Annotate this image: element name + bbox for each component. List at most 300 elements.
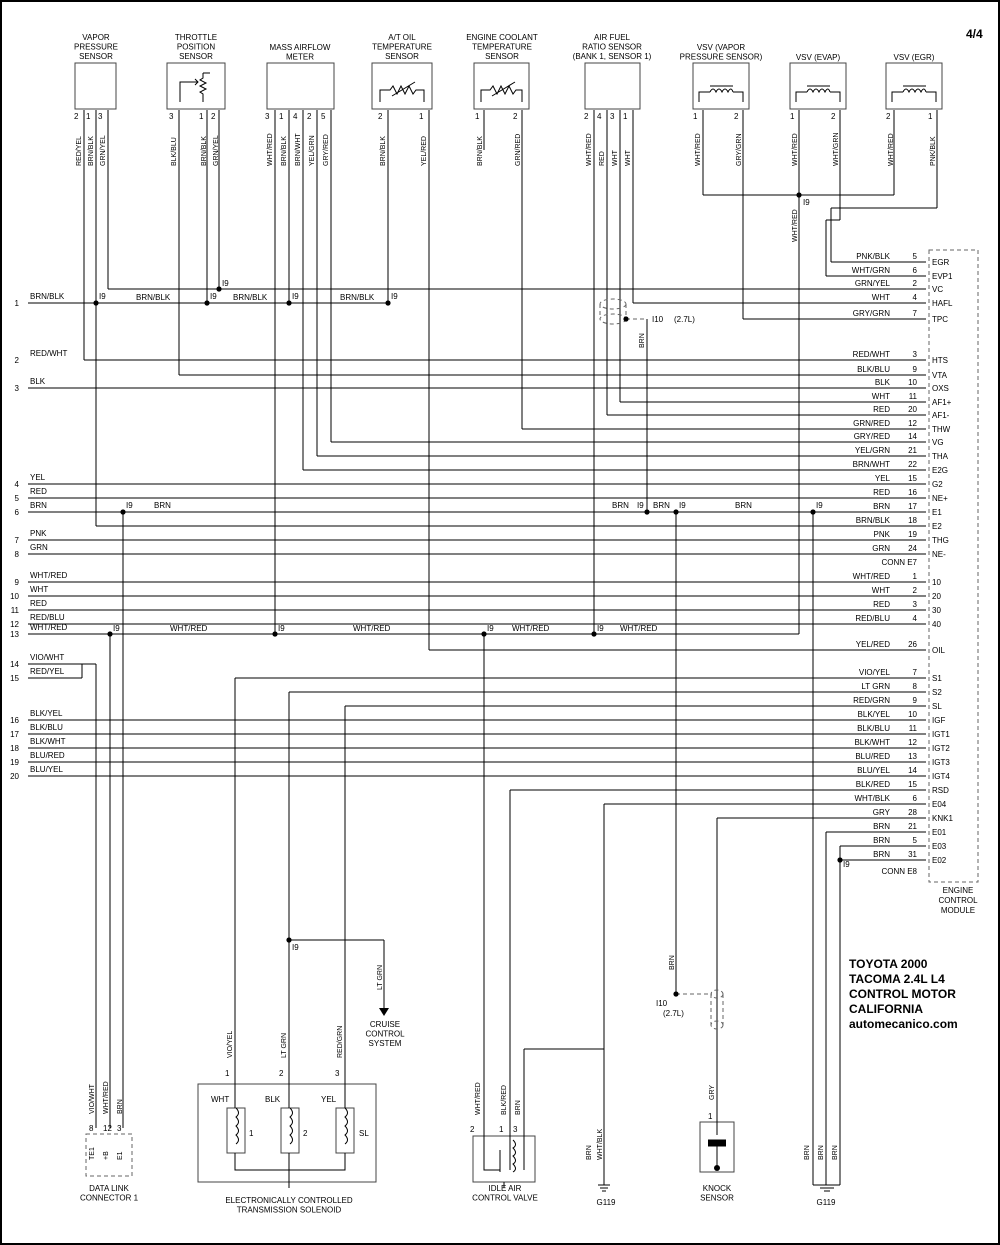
ecm-wire-color: BRN/WHT [852, 460, 890, 469]
ecm-terminal-name: IGF [932, 716, 946, 725]
pin-number: 2 [279, 1069, 284, 1078]
component-name-line: POSITION [176, 42, 216, 52]
ecm-wire-color: GRN/YEL [854, 279, 890, 288]
component-name-line: (BANK 1, SENSOR 1) [572, 52, 652, 61]
vapor-pressure-sensor-box [75, 63, 116, 109]
terminal-label: TE1 [89, 1147, 96, 1160]
pin-number: 2 [886, 112, 891, 121]
wire-color-label: GRY/RED [323, 134, 330, 166]
ecm-terminal-name: NE- [932, 550, 946, 559]
wiring [28, 110, 937, 1185]
pin-number: 2 [378, 112, 383, 121]
ecm-terminal-name: 20 [932, 592, 941, 601]
ecm-wire-color: WHT/BLK [854, 794, 890, 803]
ecm-wire-color: PNK/BLK [856, 252, 890, 261]
bus-label: BRN/BLK [340, 293, 375, 302]
left-row-number: 18 [10, 744, 19, 753]
ecm-pin-number: 13 [908, 752, 917, 761]
ecm-pin-number: 15 [908, 780, 917, 789]
wire-color-label: PNK/BLK [930, 136, 937, 166]
ecm-wire-color: YEL [874, 474, 890, 483]
ecm-terminal-name: IGT2 [932, 744, 950, 753]
splice-dot [673, 991, 678, 996]
component-name-line: A/T OIL [388, 33, 416, 42]
pin-number: 3 [98, 112, 103, 121]
ecm-wire-color: GRY/RED [853, 432, 890, 441]
component-names [74, 33, 935, 62]
wire-color-label: VIO/YEL [227, 1030, 234, 1058]
ecm-pin-number: 26 [908, 640, 917, 649]
left-row-number: 13 [10, 630, 19, 639]
left-row-wire-color: BRN [30, 501, 47, 510]
ecm-terminal-name: THW [932, 425, 951, 434]
splice-dot [591, 631, 596, 636]
ecm-terminal-name: VC [932, 285, 944, 294]
ecm-wire-color: BRN [873, 822, 890, 831]
ecm-pin-number: 17 [908, 502, 917, 511]
ecm-wire-color: WHT [871, 586, 890, 595]
splice-dot [810, 509, 815, 514]
ecm-terminal-name: RSD [932, 786, 949, 795]
ecm-pin-number: 12 [908, 738, 917, 747]
pin-number: 5 [321, 112, 326, 121]
coil-id-label: SL [359, 1129, 369, 1138]
splice-dot [120, 509, 125, 514]
component-name-line: ENGINE COOLANT [466, 33, 538, 42]
ecm-pin-number: 10 [908, 710, 917, 719]
top-components [75, 63, 942, 109]
ecm-terminal-name: IGT4 [932, 772, 950, 781]
pin-number: 1 [790, 112, 795, 121]
terminal-label: +B [103, 1151, 110, 1160]
pin-number: 3 [513, 1125, 518, 1134]
pin-number: 2 [584, 112, 589, 121]
bus-label: WHT/RED [170, 624, 208, 633]
wire-color-label: BRN/BLK [477, 136, 484, 166]
ecm-terminal-name: 10 [932, 578, 941, 587]
splice-note: (2.7L) [663, 1009, 684, 1018]
ecm-terminal-name: EGR [932, 258, 950, 267]
ecm-wire-color: WHT [871, 392, 890, 401]
ecm-terminal-name: EVP1 [932, 272, 953, 281]
component-name-line: SENSOR [385, 52, 419, 61]
wire-color-label: BRN [515, 1100, 522, 1115]
splice-label: I9 [99, 292, 106, 301]
splice-label: I9 [292, 292, 299, 301]
ground-name: G119 [596, 1198, 616, 1207]
knock-name-line: KNOCK [702, 1184, 732, 1193]
ecm-wire-color: GRY/GRN [852, 309, 890, 318]
pin-number: 1 [499, 1125, 504, 1134]
left-row-number: 12 [10, 620, 19, 629]
ground-name: G119 [816, 1198, 836, 1207]
splice-label: I9 [803, 198, 810, 207]
pin-number: 1 [623, 112, 628, 121]
left-row-number: 8 [14, 550, 19, 559]
ecm-terminal-name: KNK1 [932, 814, 953, 823]
splice-dot [644, 509, 649, 514]
ecm-name-line: CONTROL [938, 896, 978, 905]
ecm-wire-color: YEL/GRN [854, 446, 890, 455]
knock-name-line: SENSOR [700, 1193, 734, 1203]
ecm-wire-color: RED [873, 405, 890, 414]
bus-label: WHT/RED [353, 624, 391, 633]
wire-color-label: LT GRN [281, 1032, 288, 1058]
ecm-terminal-name: 40 [932, 620, 941, 629]
coil-id-label: 2 [303, 1129, 308, 1138]
left-harness-rows [10, 292, 67, 781]
iacv-name-line: CONTROL VALVE [472, 1193, 538, 1203]
left-row-number: 7 [14, 536, 19, 545]
cruise-name-line: CONTROL [365, 1029, 405, 1039]
wire-color-label: WHT/RED [103, 1081, 110, 1114]
ecm-terminal-name: E02 [932, 856, 947, 865]
component-name-line: VSV (EGR) [893, 53, 935, 62]
iacv-box [473, 1136, 535, 1182]
pin-number: 1 [86, 112, 91, 121]
pin-number: 3 [610, 112, 615, 121]
left-row-wire-color: YEL [30, 473, 46, 482]
splice-label: I9 [391, 292, 398, 301]
ecm-terminal-name: VTA [932, 371, 947, 380]
ecm-terminal-name: E03 [932, 842, 947, 851]
splice-points [93, 192, 842, 996]
left-row-wire-color: BLK/YEL [30, 709, 63, 718]
ecm-pin-number: 5 [912, 836, 917, 845]
ecm-wire-color: PNK [873, 530, 890, 539]
splice-label: I9 [210, 292, 217, 301]
pin-number: 1 [279, 112, 284, 121]
splice-dot [272, 631, 277, 636]
ecm-terminal-name: VG [932, 438, 944, 447]
pin-number: 2 [211, 112, 216, 121]
bus-label: BRN/BLK [136, 293, 171, 302]
left-row-wire-color: PNK [30, 529, 47, 538]
left-row-number: 10 [10, 592, 19, 601]
wire-color-label: BRN/BLK [88, 136, 95, 166]
wire-color-label: RED/YEL [76, 136, 83, 166]
title-line-2: TACOMA 2.4L L4 [849, 972, 945, 986]
component-name-line: RATIO SENSOR [582, 42, 642, 52]
ecm-pin-number: 9 [912, 365, 917, 374]
splice-dot [385, 300, 390, 305]
wire-color-label: GRN/YEL [213, 135, 220, 166]
ecm-wire-color: WHT/RED [852, 572, 890, 581]
component-name-line: AIR FUEL [593, 33, 631, 42]
component-name-line: TEMPERATURE [472, 42, 532, 52]
splice-label: I10 [652, 315, 664, 324]
ecm-pin-number: 28 [908, 808, 917, 817]
data-link-name-line: DATA LINK [89, 1184, 129, 1193]
cruise-wire-label: LT GRN [377, 964, 384, 990]
ecm-terminal-name: S2 [932, 688, 942, 697]
splice-label: I9 [487, 624, 494, 633]
title-line-3: CONTROL MOTOR [849, 987, 956, 1001]
wire-color-label: BRN [639, 333, 646, 348]
ecm-pin-number: 2 [912, 586, 917, 595]
wire-color-label: RED/GRN [337, 1025, 344, 1058]
wire-color-label: YEL/GRN [309, 135, 316, 166]
pin-number: 12 [103, 1124, 112, 1133]
left-row-wire-color: GRN [30, 543, 48, 552]
ecm-pin-number: 11 [908, 724, 917, 733]
title-line-4: CALIFORNIA [849, 1002, 923, 1016]
iacv-name-line: IDLE AIR [488, 1184, 522, 1193]
left-row-wire-color: RED [30, 487, 47, 496]
splice-label: I9 [126, 501, 133, 510]
component-name-line: VSV (VAPOR [696, 43, 746, 52]
ecm-terminal-name: S1 [932, 674, 942, 683]
ecm-terminal-name: E2 [932, 522, 942, 531]
ecm-wire-color: BLK/BLU [857, 724, 890, 733]
ecm-pin-number: 7 [912, 309, 917, 318]
ecm-terminal-name: SL [932, 702, 942, 711]
bus-label: BRN [154, 501, 171, 510]
wire-color-label: BRN [818, 1145, 825, 1160]
splice-dot [204, 300, 209, 305]
solenoid-sl [336, 1108, 354, 1153]
wire-color-label: BRN [586, 1145, 593, 1160]
page-number: 4/4 [966, 27, 983, 41]
ecm-pin-number: 6 [912, 794, 917, 803]
wire-color-label: WHT [625, 150, 632, 166]
ecm-wire-color: BLK [874, 378, 890, 387]
ecm-terminal-name: G2 [932, 480, 943, 489]
component-name-line: TEMPERATURE [372, 42, 432, 52]
ecm-pin-number: 2 [912, 279, 917, 288]
splice-dot [623, 316, 628, 321]
ecm-wire-color: BRN [873, 502, 890, 511]
ecm-wire-color: WHT [871, 293, 890, 302]
bus-label: WHT/RED [620, 624, 658, 633]
component-name-line: SENSOR [79, 52, 113, 61]
component-name-line: THROTTLE [174, 33, 218, 42]
wire-color-label: BRN [832, 1145, 839, 1160]
left-row-number: 14 [10, 660, 19, 669]
ecm-pin-number: 7 [912, 668, 917, 677]
left-row-number: 17 [10, 730, 19, 739]
wire-color-label: BRN/BLK [281, 136, 288, 166]
ecm-terminal-name: THA [932, 452, 948, 461]
ecm-pin-rows [852, 252, 954, 876]
bottom-component-text [80, 955, 839, 1214]
pin-number: 8 [89, 1124, 94, 1133]
ecm-pin-number: 16 [908, 488, 917, 497]
ecm-terminal-name: OXS [932, 384, 949, 393]
wire-color-label: WHT/RED [586, 133, 593, 166]
splice-dot [837, 857, 842, 862]
wire-color-label: WHT/RED [792, 209, 799, 242]
ecm-wire-color: BLK/RED [855, 780, 890, 789]
ecm-pin-number: 31 [908, 850, 917, 859]
ecm-pin-number: 20 [908, 405, 917, 414]
splice-dot [216, 286, 221, 291]
ecm-terminal-name: IGT3 [932, 758, 950, 767]
splice-label: I9 [816, 501, 823, 510]
ecm-terminal-name: AF1+ [932, 398, 952, 407]
ecm-wire-color: GRN/RED [853, 419, 890, 428]
ecm-pin-number: 19 [908, 530, 917, 539]
ecm-pin-number: 3 [912, 600, 917, 609]
ecm-pin-number: 8 [912, 682, 917, 691]
bus-label: BRN [612, 501, 629, 510]
ecm-conn-e8-label: CONN E8 [881, 867, 917, 876]
solenoid-1 [227, 1108, 245, 1153]
wire-color-label: WHT/RED [267, 133, 274, 166]
component-name-line: VSV (EVAP) [795, 53, 841, 62]
pin-number: 2 [74, 112, 79, 121]
ecm-wire-color: LT GRN [861, 682, 890, 691]
coil-color-label: BLK [265, 1095, 281, 1104]
cruise-name-line: SYSTEM [368, 1039, 402, 1048]
wire-color-label: GRY/GRN [736, 133, 743, 166]
pin-number: 4 [597, 112, 602, 121]
splice-dot [286, 937, 291, 942]
component-name-line: PRESSURE SENSOR) [679, 52, 763, 62]
left-row-wire-color: VIO/WHT [30, 653, 65, 662]
pin-number: 3 [265, 112, 270, 121]
wire-color-label: WHT/RED [695, 133, 702, 166]
component-name-line: SENSOR [485, 52, 519, 61]
pin-number: 1 [693, 112, 698, 121]
wire-color-label: WHT/RED [888, 133, 895, 166]
pin-number: 2 [513, 112, 518, 121]
pin-number: 4 [293, 112, 298, 121]
left-row-number: 3 [14, 384, 19, 393]
wire-color-label: RED [599, 151, 606, 166]
splice-dot [796, 192, 801, 197]
air-fuel-ratio-sensor-box [585, 63, 640, 109]
pin-number: 1 [928, 112, 933, 121]
ecm-pin-number: 14 [908, 432, 917, 441]
component-name-line: PRESSURE [73, 42, 119, 52]
ecm-name [938, 886, 978, 915]
ecm-wire-color: BLK/YEL [857, 710, 890, 719]
coil-id-label: 1 [249, 1129, 254, 1138]
wire-color-label: VIO/WHT [89, 1084, 96, 1114]
splice-dot [107, 631, 112, 636]
wire-color-label: BRN/BLK [201, 136, 208, 166]
ecm-conn-e7-label: CONN E7 [881, 558, 917, 567]
wire-color-label: BLK/RED [501, 1085, 508, 1115]
solenoid-2 [281, 1108, 299, 1153]
ecm-wire-color: BLK/WHT [854, 738, 890, 747]
ecm-pin-number: 4 [912, 614, 917, 623]
pin-number: 3 [117, 1124, 122, 1133]
splice-label: I9 [292, 943, 299, 952]
ecm-wire-color: RED [873, 600, 890, 609]
pin-number: 1 [708, 1112, 713, 1121]
ecm-terminal-name: HAFL [932, 299, 953, 308]
component-name-line: MASS AIRFLOW [269, 43, 331, 52]
pin-number: 1 [419, 112, 424, 121]
ecm-wire-color: BRN/BLK [855, 516, 890, 525]
ecm-wire-color: WHT/GRN [851, 266, 890, 275]
at-oil-temp-sensor-box [372, 63, 432, 109]
left-row-wire-color: WHT/RED [30, 571, 68, 580]
left-row-number: 9 [14, 578, 19, 587]
pin-number: 2 [831, 112, 836, 121]
splice-note: (2.7L) [674, 315, 695, 324]
ecm-pin-number: 3 [912, 350, 917, 359]
component-name-line: METER [286, 52, 314, 62]
left-row-number: 6 [14, 508, 19, 517]
cruise-name-line: CRUISE [369, 1020, 401, 1029]
left-row-wire-color: RED/WHT [30, 349, 68, 358]
splice-dot [481, 631, 486, 636]
wire-color-label: GRY [709, 1084, 716, 1100]
pin-number: 2 [734, 112, 739, 121]
ecm-terminal-name: IGT1 [932, 730, 950, 739]
ecm-wire-color: BRN [873, 836, 890, 845]
left-row-number: 2 [14, 356, 19, 365]
ecm-wire-color: VIO/YEL [858, 668, 890, 677]
ecm-wire-color: BRN [873, 850, 890, 859]
left-row-wire-color: RED/YEL [30, 667, 65, 676]
left-row-wire-color: WHT/RED [30, 623, 68, 632]
splice-label: I9 [222, 279, 229, 288]
ecm-name-line: ENGINE [942, 886, 974, 895]
pin-number: 2 [307, 112, 312, 121]
ecm-pin-number: 1 [912, 572, 917, 581]
wire-color-label: BRN [117, 1099, 124, 1114]
pin-number: 1 [225, 1069, 230, 1078]
ecm-pin-number: 12 [908, 419, 917, 428]
splice-label: I9 [278, 624, 285, 633]
splice-label: I9 [637, 501, 644, 510]
ecm-pin-number: 24 [908, 544, 917, 553]
wire-color-label: WHT/RED [792, 133, 799, 166]
ecm-wire-color: GRN [872, 544, 890, 553]
terminal-label: E1 [117, 1151, 124, 1160]
pin-number: 1 [475, 112, 480, 121]
left-row-number: 16 [10, 716, 19, 725]
ecm-terminal-name: OIL [932, 646, 945, 655]
left-row-number: 20 [10, 772, 19, 781]
splice-dot [286, 300, 291, 305]
ecm-terminal-name: HTS [932, 356, 948, 365]
ecm-wire-color: BLU/YEL [857, 766, 890, 775]
ecm-terminal-name: THG [932, 536, 949, 545]
left-row-wire-color: RED [30, 599, 47, 608]
wire-color-label: BRN [669, 955, 676, 970]
component-name-line: VAPOR [82, 33, 110, 42]
splice-label: I9 [597, 624, 604, 633]
throttle-position-sensor-box [167, 63, 225, 109]
data-link-name-line: CONNECTOR 1 [79, 1193, 139, 1203]
pin-number: 2 [470, 1125, 475, 1134]
splice-dot [673, 509, 678, 514]
ecm-terminal-name: E04 [932, 800, 947, 809]
ecm-wire-color: YEL/RED [855, 640, 890, 649]
ecm-wire-color: RED/BLU [855, 614, 890, 623]
ecm-wire-color: RED/WHT [852, 350, 890, 359]
left-row-number: 4 [14, 480, 19, 489]
wire-color-label: BRN/BLK [380, 136, 387, 166]
ecm-wire-color: RED [873, 488, 890, 497]
top-pins [74, 112, 937, 166]
wire-labels [99, 198, 850, 952]
ecm-terminal-name: E01 [932, 828, 947, 837]
left-row-number: 19 [10, 758, 19, 767]
ecm-terminal-name: E1 [932, 508, 942, 517]
ecm-wire-color: BLU/RED [855, 752, 890, 761]
ecm-pin-number: 22 [908, 460, 917, 469]
pin-number: 3 [169, 112, 174, 121]
wire-color-label: WHT/BLK [597, 1128, 604, 1160]
ecm-name-line: MODULE [940, 906, 976, 915]
left-row-wire-color: WHT [30, 585, 49, 594]
